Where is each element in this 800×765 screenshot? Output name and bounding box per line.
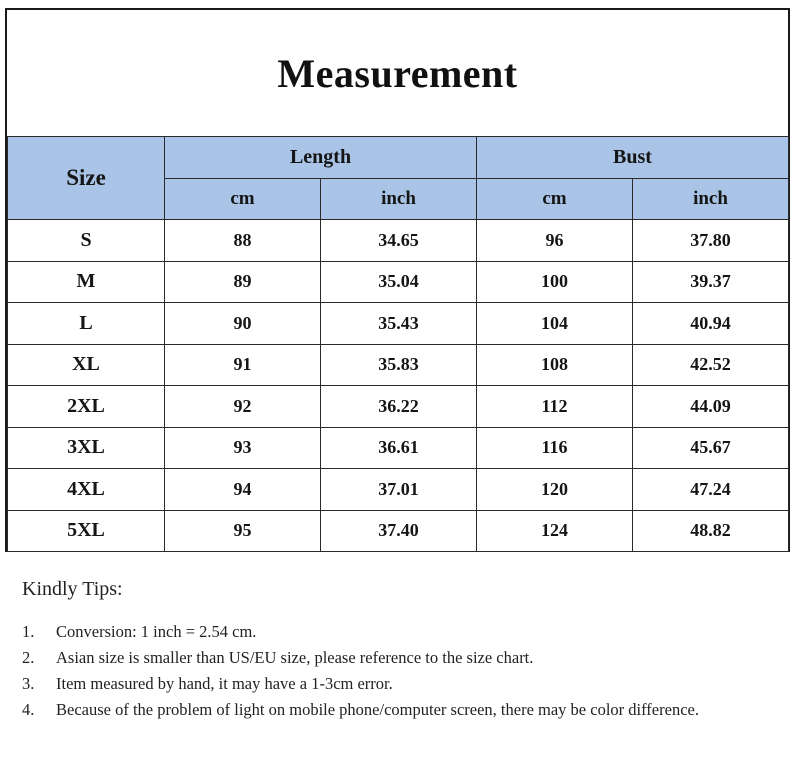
tips-section (22, 578, 782, 723)
header-row-groups (8, 137, 789, 179)
table-row (8, 386, 789, 428)
size-chart (5, 8, 790, 552)
bust-inch-cell: 37.80 (633, 220, 789, 262)
tip-number: 1. (22, 622, 35, 641)
tip-text: Asian size is smaller than US/EU size, please reference to the size chart. (56, 648, 534, 667)
table-row (8, 220, 789, 262)
length-cm-cell: 89 (165, 261, 321, 303)
table-row (8, 261, 789, 303)
table-row (8, 469, 789, 511)
tip-text: Because of the problem of light on mobile phone/computer screen, there may be color difference. (56, 700, 699, 719)
bust-inch-cell: 42.52 (633, 344, 789, 386)
tip-text: Conversion: 1 inch = 2.54 cm. (56, 622, 257, 641)
bust-inch-cell: 45.67 (633, 427, 789, 469)
title-band (7, 10, 788, 136)
length-cm-cell: 88 (165, 220, 321, 262)
list-item (22, 645, 782, 671)
list-item (22, 697, 782, 723)
size-cell: L (8, 303, 165, 345)
size-cell: S (8, 220, 165, 262)
length-inch-cell: 37.01 (321, 469, 477, 511)
size-cell: 3XL (8, 427, 165, 469)
bust-inch-header: inch (633, 179, 789, 220)
bust-cm-header: cm (477, 179, 633, 220)
tip-text: Item measured by hand, it may have a 1-3cm error. (56, 674, 393, 693)
length-cm-cell: 90 (165, 303, 321, 345)
bust-inch-cell: 47.24 (633, 469, 789, 511)
length-inch-cell: 36.61 (321, 427, 477, 469)
page-title: Measurement (277, 50, 518, 96)
bust-cm-cell: 120 (477, 469, 633, 511)
size-column-header: Size (8, 137, 165, 220)
table-row (8, 427, 789, 469)
size-cell: 4XL (8, 469, 165, 511)
bust-cm-cell: 108 (477, 344, 633, 386)
size-table (7, 136, 789, 552)
bust-cm-cell: 112 (477, 386, 633, 428)
length-inch-cell: 34.65 (321, 220, 477, 262)
length-inch-cell: 36.22 (321, 386, 477, 428)
bust-cm-cell: 116 (477, 427, 633, 469)
table-row (8, 344, 789, 386)
length-group-header: Length (165, 137, 477, 179)
tip-number: 3. (22, 674, 35, 693)
bust-cm-cell: 100 (477, 261, 633, 303)
bust-cm-cell: 96 (477, 220, 633, 262)
length-inch-cell: 35.43 (321, 303, 477, 345)
bust-inch-cell: 48.82 (633, 510, 789, 552)
bust-inch-cell: 39.37 (633, 261, 789, 303)
length-cm-cell: 93 (165, 427, 321, 469)
size-cell: M (8, 261, 165, 303)
length-cm-cell: 94 (165, 469, 321, 511)
tips-title: Kindly Tips: (22, 578, 123, 600)
length-cm-cell: 91 (165, 344, 321, 386)
size-cell: XL (8, 344, 165, 386)
tip-number: 2. (22, 648, 35, 667)
bust-cm-cell: 124 (477, 510, 633, 552)
list-item (22, 619, 782, 645)
table-row (8, 510, 789, 552)
length-inch-header: inch (321, 179, 477, 220)
length-cm-header: cm (165, 179, 321, 220)
length-inch-cell: 35.83 (321, 344, 477, 386)
list-item (22, 671, 782, 697)
bust-group-header: Bust (477, 137, 789, 179)
size-cell: 2XL (8, 386, 165, 428)
table-row (8, 303, 789, 345)
length-inch-cell: 37.40 (321, 510, 477, 552)
size-cell: 5XL (8, 510, 165, 552)
bust-inch-cell: 40.94 (633, 303, 789, 345)
length-cm-cell: 92 (165, 386, 321, 428)
bust-cm-cell: 104 (477, 303, 633, 345)
length-cm-cell: 95 (165, 510, 321, 552)
tips-list (22, 619, 782, 723)
bust-inch-cell: 44.09 (633, 386, 789, 428)
tip-number: 4. (22, 700, 35, 719)
length-inch-cell: 35.04 (321, 261, 477, 303)
